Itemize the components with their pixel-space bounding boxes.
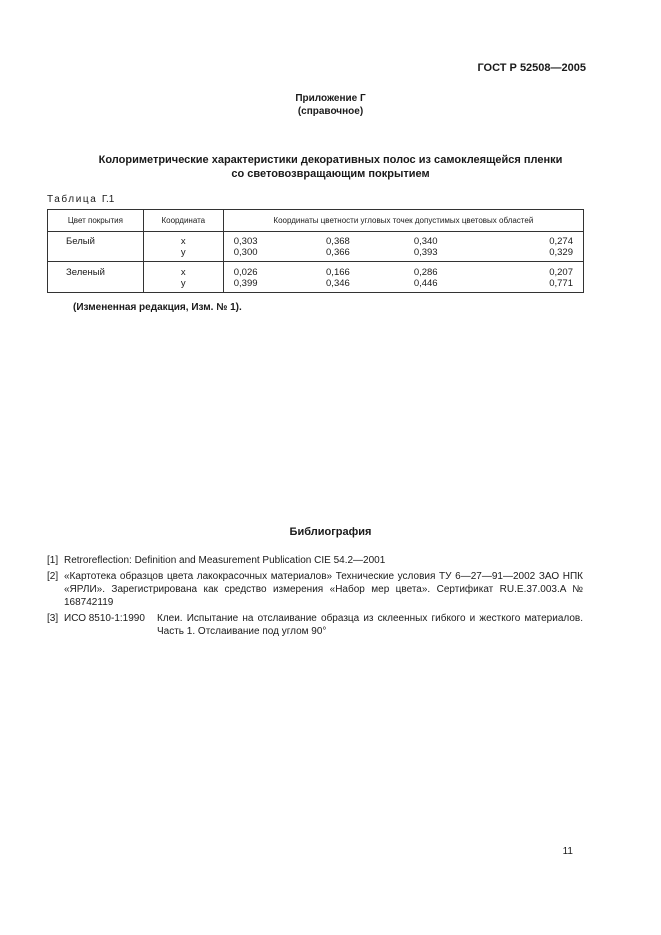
value-x: 0,368 — [326, 236, 350, 247]
bib-number: [3] — [47, 613, 59, 624]
bibliography-item — [47, 570, 583, 609]
coord-x: x — [180, 267, 186, 278]
section-title — [60, 153, 601, 181]
value-y: 0,366 — [326, 247, 350, 258]
coord-x: x — [180, 236, 186, 247]
bib-number: [1] — [47, 555, 59, 566]
table-caption — [47, 194, 114, 205]
value-x: 0,303 — [233, 236, 258, 247]
value-y: 0,300 — [233, 247, 258, 258]
value-y: 0,771 — [549, 278, 573, 289]
value-x: 0,166 — [326, 267, 350, 278]
coord-y: y — [180, 278, 186, 289]
value-cell — [492, 232, 584, 262]
value-cell — [316, 232, 404, 262]
header-color: Цвет покрытия — [48, 210, 144, 232]
value-cell — [404, 232, 492, 262]
value-cell — [404, 262, 492, 293]
bib-text: Клеи. Испытание на отслаивание образца из склеенных гибкого и жесткого материалов. Часть 1. Отслаивание под углом 90° — [157, 613, 583, 637]
bibliography-item — [47, 612, 583, 638]
value-y: 0,329 — [549, 247, 573, 258]
value-x: 0,207 — [549, 267, 573, 278]
value-cell — [223, 262, 316, 293]
bibliography-item — [47, 554, 583, 567]
table-number: Г.1 — [101, 194, 115, 205]
value-x: 0,026 — [233, 267, 258, 278]
bib-code: ИСО 8510-1:1990 — [64, 613, 145, 624]
bib-text: Retroreflection: Definition and Measurement Publication CIE 54.2—2001 — [64, 555, 386, 566]
value-y: 0,393 — [413, 247, 438, 258]
header-coordinate: Координата — [143, 210, 223, 232]
table-label: Таблица — [47, 194, 98, 205]
bibliography-title: Библиография — [289, 526, 372, 538]
page-number: 11 — [562, 846, 573, 857]
bib-text: «Картотека образцов цвета лакокрасочных материалов» Технические условия ТУ 6—27—91—2002 ЗАО НПК «ЯРЛИ». Зарегистрирована как средство измерения «Набор мер цвета». Сертификат RU.E.37.003.A № 168742119 — [64, 571, 583, 608]
value-y: 0,346 — [326, 278, 350, 289]
row-color: Зеленый — [48, 262, 144, 293]
row-color: Белый — [48, 232, 144, 262]
section-title-line-1: Колориметрические характеристики декоративных полос из самоклеящейся пленки — [98, 154, 563, 166]
value-x: 0,274 — [549, 236, 573, 247]
value-cell — [492, 262, 584, 293]
document-header: ГОСТ Р 52508—2005 — [477, 62, 586, 74]
header-values: Координаты цветности угловых точек допустимых цветовых областей — [223, 210, 583, 232]
bib-number: [2] — [47, 571, 59, 582]
coord-y: y — [180, 247, 186, 258]
table-row — [48, 262, 584, 293]
value-x: 0,340 — [413, 236, 438, 247]
chromaticity-table — [47, 209, 584, 293]
row-coords — [143, 262, 223, 293]
value-cell — [223, 232, 316, 262]
value-y: 0,399 — [233, 278, 258, 289]
section-title-line-2: со световозвращающим покрытием — [231, 168, 430, 180]
annex-heading — [0, 92, 661, 118]
table-row — [48, 232, 584, 262]
annex-status: (справочное) — [297, 106, 364, 117]
value-x: 0,286 — [413, 267, 438, 278]
value-cell — [316, 262, 404, 293]
value-y: 0,446 — [413, 278, 438, 289]
row-coords — [143, 232, 223, 262]
edition-note: (Измененная редакция, Изм. № 1). — [73, 302, 242, 313]
annex-title: Приложение Г — [295, 93, 366, 104]
table-header-row — [48, 210, 584, 232]
